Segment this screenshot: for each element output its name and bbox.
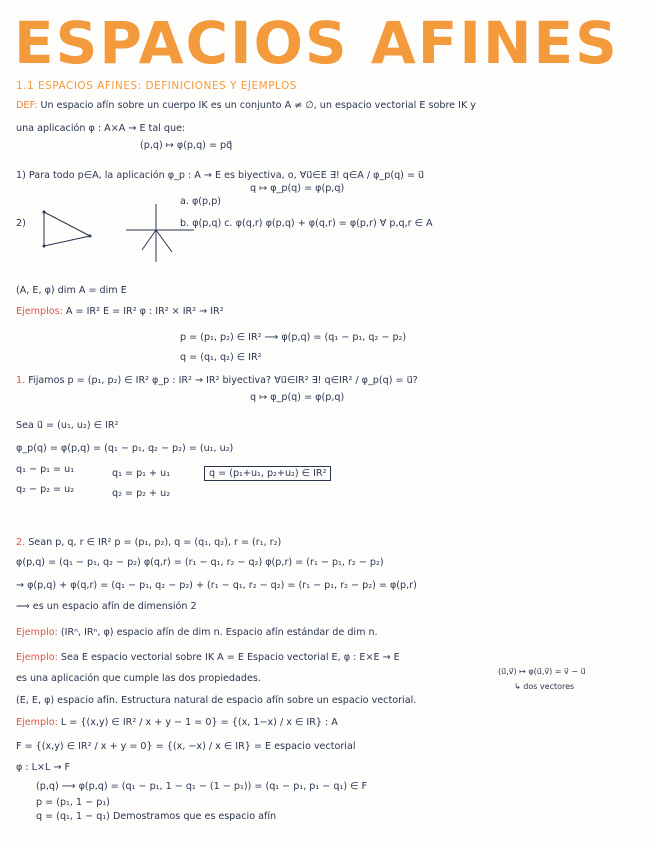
example-3-line xyxy=(16,717,338,729)
property-2-label: 2) xyxy=(16,218,26,229)
example-2-line xyxy=(16,652,400,664)
example-1-text: (IRⁿ, IRⁿ, φ) espacio afín de dim n. Espacio afín estándar de dim n. xyxy=(60,627,378,638)
example-2-note-2: ↳ dos vectores xyxy=(514,682,575,691)
example-3-line-4: (p,q) ⟶ φ(p,q) = (q₁ − p₁, 1 − q₁ − (1 − p₁)) = (q₁ − p₁, p₁ − q₁) ∈ F xyxy=(36,781,368,792)
examples-line-1 xyxy=(16,306,224,318)
examples-label: Ejemplos: xyxy=(16,306,63,317)
property-2-a: a. φ(p,p) xyxy=(180,196,222,207)
step-1-text-1: Fijamos p = (p₁, p₂) ∈ IR² φ_p : IR² → IR² biyectiva? ∀u⃗∈IR² ∃! q∈IR² / φ_p(q) = u⃗? xyxy=(28,375,418,386)
example-2-text: Sea E espacio vectorial sobre IK A = E Espacio vectorial E, φ : E×E → E xyxy=(60,652,400,663)
step-1-sea: Sea u⃗ = (u₁, u₂) ∈ IR² xyxy=(16,420,119,431)
step-1-result-box: q = (p₁+u₁, p₂+u₂) ∈ IR² xyxy=(204,466,331,481)
example-1-line xyxy=(16,627,378,639)
step-2-line-3: → φ(p,q) + φ(q,r) = (q₁ − p₁, q₂ − p₂) + (r₁ − q₁, r₂ − q₂) = (r₁ − p₁, r₂ − p₂) = φ(p,r) xyxy=(16,580,417,591)
example-3-line-2: F = {(x,y) ∈ IR² / x + y = 0} = {(x, −x) / x ∈ IR} = E espacio vectorial xyxy=(16,741,356,752)
step-2-text-1: Sean p, q, r ∈ IR² p = (p₁, p₂), q = (q₁, q₂), r = (r₁, r₂) xyxy=(28,537,282,548)
example-2-line-2: es una aplicación que cumple las dos propiedades. xyxy=(16,673,261,684)
step-2-line-1 xyxy=(16,537,281,549)
triangle-and-axes-diagram xyxy=(26,200,206,266)
examples-line-3: q = (q₁, q₂) ∈ IR² xyxy=(180,352,262,363)
example-2-note-1: (u⃗,v⃗) ↦ φ(u⃗,v⃗) = v⃗ − u⃗ xyxy=(498,667,586,676)
definition-text-1: Un espacio afín sobre un cuerpo IK es un conjunto A ≠ ∅, un espacio vectorial E sobre IK y xyxy=(40,100,476,111)
example-3-text: L = {(x,y) ∈ IR² / x + y − 1 = 0} = {(x, 1−x) / x ∈ IR} : A xyxy=(60,717,338,728)
example-3-line-3: φ : L×L → F xyxy=(16,762,71,773)
example-3-line-5: p = (p₁, 1 − p₁) xyxy=(36,797,110,808)
examples-line-2: p = (p₁, p₂) ∈ IR² ⟶ φ(p,q) = (q₁ − p₁, q₂ − p₂) xyxy=(180,332,407,343)
step-1-system-2a: q₁ = p₁ + u₁ xyxy=(112,468,171,479)
step-2-line-4: ⟹ es un espacio afín de dimensión 2 xyxy=(16,601,197,612)
page-title: ESPACIOS AFINES xyxy=(14,9,619,77)
step-1-line-1 xyxy=(16,375,418,387)
step-1-result xyxy=(204,468,331,480)
step-1-label: 1. xyxy=(16,375,26,386)
step-2-line-2: φ(p,q) = (q₁ − p₁, q₂ − p₂) φ(q,r) = (r₁ − q₁, r₂ − q₂) φ(p,r) = (r₁ − p₁, r₂ − p₂) xyxy=(16,557,384,568)
section-subtitle: 1.1 ESPACIOS AFINES: DEFINICIONES Y EJEMPLOS xyxy=(16,80,297,92)
step-1-system-1b: q₂ − p₂ = u₂ xyxy=(16,484,75,495)
property-1-line-1: 1) Para todo p∈A, la aplicación φ_p : A → E es biyectiva, o, ∀u⃗∈E ∃! q∈A / φ_p(q) = u⃗ xyxy=(16,170,425,181)
step-1-system-2b: q₂ = p₂ + u₂ xyxy=(112,488,171,499)
example-2-label: Ejemplo: xyxy=(16,652,58,663)
definition-line-1 xyxy=(16,100,476,112)
step-2-label: 2. xyxy=(16,537,26,548)
examples-text-1: A = IR² E = IR² φ : IR² × IR² → IR² xyxy=(65,306,224,317)
property-2-b: b. φ(p,q) c. φ(q,r) φ(p,q) + φ(q,r) = φ(p,r) ∀ p,q,r ∈ A xyxy=(180,218,433,229)
dimension-line: (A, E, φ) dim A = dim E xyxy=(16,285,127,296)
example-3-line-6: q = (q₁, 1 − q₁) Demostramos que es espacio afín xyxy=(36,811,277,822)
step-1-equation: φ_p(q) = φ(p,q) = (q₁ − p₁, q₂ − p₂) = (u₁, u₂) xyxy=(16,443,234,454)
step-1-system-1a: q₁ − p₁ = u₁ xyxy=(16,464,75,475)
step-1-line-2: q ↦ φ_p(q) = φ(p,q) xyxy=(250,392,345,403)
example-1-label: Ejemplo: xyxy=(16,627,58,638)
definition-label: DEF: xyxy=(16,100,38,111)
property-1-line-2: q ↦ φ_p(q) = φ(p,q) xyxy=(250,183,345,194)
definition-line-3: (p,q) ↦ φ(p,q) = pq⃗ xyxy=(140,140,233,151)
example-3-label: Ejemplo: xyxy=(16,717,58,728)
definition-line-2: una aplicación φ : A×A → E tal que: xyxy=(16,123,186,134)
example-2-line-3: (E, E, φ) espacio afín. Estructura natural de espacio afín sobre un espacio vectorial. xyxy=(16,695,417,706)
